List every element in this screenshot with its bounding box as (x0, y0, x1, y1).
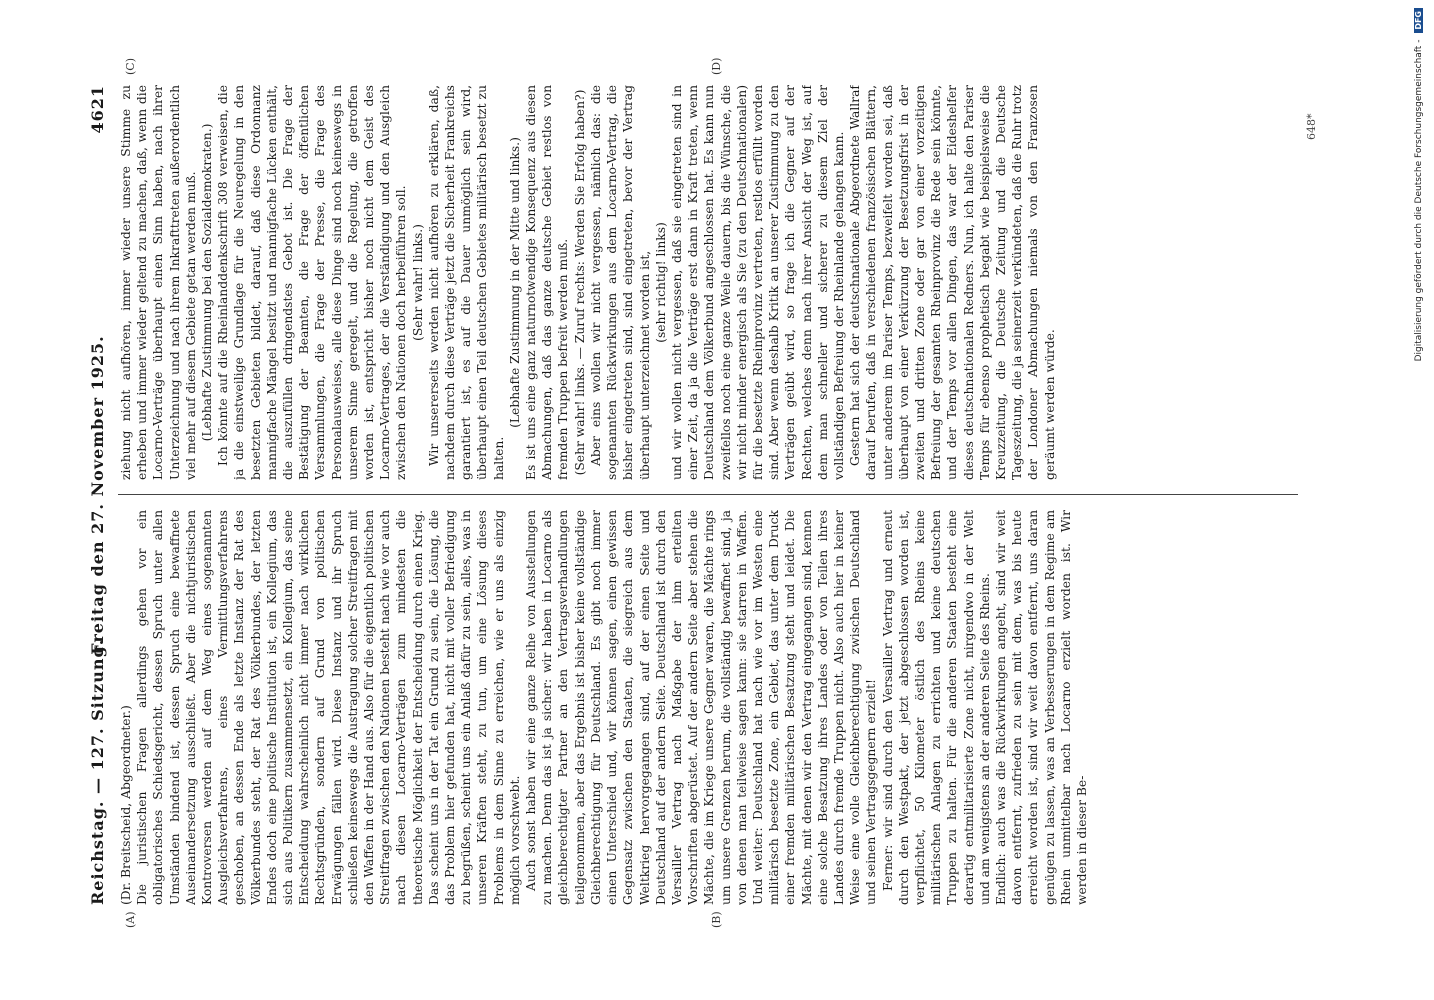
paragraph: (Lebhafte Zustimmung bei den Sozialdemokraten.) (200, 123, 215, 442)
column-divider (118, 494, 1298, 495)
paragraph: (Sehr wahr! links.) (410, 224, 425, 341)
paragraph: Es ist uns eine ganz naturnotwendige Konsequenz aus diesen Abmachungen, daß das ganze deutsche Gebiet restlos von fremden Truppen befreit werden muß. (524, 85, 571, 480)
paragraph: (sehr richtig! links) (653, 222, 668, 343)
header-date: Freitag den 27. November 1925. (88, 335, 107, 655)
page-number: 4621 (88, 85, 107, 134)
paragraph: Ferner: wir sind durch den Versailler Vertrag und erneut durch den Westpakt, der jetzt abgeschlossen worden ist, verpflichtet, 50 Kilometer östlich des Rheins keine militärischen Anlagen zu errichten und keine deutschen Truppen zu halten. Für die anderen Staaten besteht eine derartig entmilitarisierte Zone nicht, nirgendwo in der Welt und am wenigstens an der anderen Seite des Rheins. (880, 510, 992, 905)
paragraph: (Dr. Breitscheid, Abgeordneter.) (119, 705, 133, 905)
paragraph: (Sehr wahr! links. — Zuruf rechts: Werden Sie Erfolg haben?) (572, 89, 587, 476)
header-left: Reichstag. — 127. Sitzung. (88, 638, 107, 905)
page-header (88, 85, 112, 905)
paragraph: ziehung nicht aufhören, immer wieder unsere Stimme zu erheben und immer wieder geltend zu machen, daß, wenn die Locarno-Verträge überhaupt einen Sinn haben, nach ihrer Unterzeichnung und nach ihrem Inkrafttreten außerordentlich viel mehr auf diesem Gebiete getan werden muß. (119, 85, 198, 480)
paragraph: Ich könnte auf die Rheinlanddenkschrift 308 verweisen, die ja die einstweilige Grundlage für die Neuregelung in den besetzten Gebieten bildet, darauf, daß diese Ordonnanz mannigfache Mängel besitzt und mannigfache Lücken enthält, die auszufüllen dringendstes Gebot ist. Die Frage der Bestätigung der Beamten, die Frage der öffentlichen Versammlungen, die Frage der Presse, die Frage des Personalausweises, alle diese Dinge sind noch keineswegs in unserem Sinne geregelt, und die Regelung, die getroffen worden ist, entspricht bisher noch nicht dem Geist des Locarno-Vertrages, der die Verständigung und den Ausgleich zwischen den Nationen doch herbeiführen soll. (216, 85, 409, 480)
paragraph: Wir unsererseits werden nicht aufhören zu erklären, daß, nachdem durch diese Verträge jetzt die Sicherheit Frankreichs garantiert ist, es auf die Dauer unmöglich sein wird, überhaupt einen Teil deutschen Gebietes militärisch besetzt zu halten. (426, 85, 506, 480)
paragraph: Endlich: auch was die Rückwirkungen angeht, sind wir weit davon entfernt, zufrieden zu sein mit dem, was bis heute erreicht worden ist, sind wir weit davon entfernt, uns daran genügen zu lassen, was an Verbesserungen in dem Regime am Rhein unmittelbar nach Locarno erzielt worden ist. Wir werden in dieser Be- (993, 510, 1089, 905)
text-column-right (118, 85, 1298, 480)
digitization-note (1412, 0, 1434, 1000)
paragraph: Gestern hat sich der deutschnationale Abgeordnete Wallraf darauf berufen, daß in verschiedenen französischen Blättern, unter anderem im Pariser Temps, bezweifelt worden sei, daß überhaupt von einer Verkürzung der Besetzungsfrist in der zweiten und dritten Zone oder gar von einer vorzeitigen Befreiung der gesamten Rheinprovinz die Rede sein könnte, und der Temps vor allen Dingen, das war der Eideshelfer dieses deutschnationalen Redners. Nun, ich halte den Pariser Temps für ebenso prophetisch begabt wie beispielsweise die Kreuzzeitung, die Deutsche Zeitung und die Deutsche Tageszeitung, die ja seinerzeit verkündeten, daß die Ruhr trotz der Londoner Abmachungen niemals von den Franzosen geräumt werden würde. (848, 85, 1057, 480)
marker-c: (C) (124, 58, 137, 75)
text-column-left (118, 510, 1298, 905)
paragraph: Aber eins wollen wir nicht vergessen, nämlich das: die sogenannten Rückwirkungen aus dem Locarno-Vertrag, die bisher eingetreten sind, sind eingetreten, bevor der Vertrag überhaupt unterzeichnet worden ist, (588, 85, 652, 480)
paragraph: Auch sonst haben wir eine ganze Reihe von Ausstellungen zu machen. Denn das ist ja sicher: wir haben in Locarno als gleichberechtigter Partner an den Vertragsverhandlungen teilgenommen, aber das Ergebnis ist bisher keine vollständige Gleichberechtigung für Deutschland. Es gibt noch immer einen Unterschied und, wir können sagen, einen gewissen Gegensatz zwischen den Staaten, die siegreich aus dem Weltkrieg hervorgegangen sind, auf der einen Seite und Deutschland auf der andern Seite. Deutschland ist durch den Versailler Vertrag nach Maßgabe der ihm erteilten Vorschriften abgerüstet. Auf der andern Seite aber stehen die Mächte, die im Kriege unsere Gegner waren, die Mächte rings um unsere Grenzen herum, die vollständig bewaffnet sind, ja von denen man teilweise sagen kann: sie starren in Waffen. Und weiter: Deutschland hat nach wie vor im Westen eine militärisch besetzte Zone, ein Gebiet, das unter dem Druck einer fremden militärischen Besatzung steht und leidet. Die Mächte, mit denen wir den Vertrag eingegangen sind, kennen eine solche Besatzung ihres Landes oder von Teilen ihres Landes durch fremde Truppen nicht. Also auch hier in keiner Weise eine volle Gleichberechtigung zwischen Deutschland und seinen Vertragsgegnern erzielt! (524, 510, 879, 905)
paragraph: und wir wollen nicht vergessen, daß sie eingetreten sind in einer Zeit, da ja die Verträge erst dann in Kraft treten, wenn Deutschland dem Völkerbund angeschlossen hat. Es kann nun zweifellos noch eine ganze Weile dauern, bis die Wünsche, die wir nicht minder energisch als Sie (zu den Deutschnationalen) für die besetzte Rheinprovinz vertreten, restlos erfüllt worden sind. Aber wenn deshalb Kritik an unserer Zustimmung zu den Verträgen geübt wird, so frage ich die Gegner auf der Rechten, welches denn nach ihrer Ansicht der Weg ist, auf dem man schneller und sicherer zu diesem Ziel der vollständigen Befreiung der Rheinlande gelangen kann. (669, 85, 846, 480)
footer-signature: 648* (1305, 113, 1318, 140)
paragraph: (Lebhafte Zustimmung in der Mitte und links.) (507, 137, 522, 428)
marker-b: (B) (710, 911, 723, 928)
digitization-text: Digitalisierung gefördert durch die Deutsche Forschungsgemeinschaft - (1414, 39, 1424, 362)
marker-d: (D) (710, 57, 723, 75)
dfg-logo: DFG (1414, 8, 1423, 33)
marker-a: (A) (124, 911, 137, 928)
paragraph: Die juristischen Fragen allerdings gehen vor ein obligatorisches Schiedsgericht, dessen Spruch unter allen Umständen bindend ist, dessen Spruch eine bewaffnete Auseinandersetzung ausschließt. Aber die nichtjuristischen Kontroversen werden auf dem Weg eines sogenannten Ausgleichsverfahrens, eines Vermittlungsverfahrens geschoben, an dessen Ende als letzte Instanz der Rat des Völkerbundes steht, der Rat des Völkerbundes, der letzten Endes doch eine politische Institution ist, ein Kollegium, das sich aus Politikern zusammensetzt, ein Kollegium, das seine Entscheidung wahrscheinlich nicht immer nach wirklichen Rechtsgründen, sondern auf Grund von politischen Erwägungen fällen wird. Diese Instanz und ihr Spruch schließen keineswegs die Austragung solcher Streitfragen mit den Waffen in der Hand aus. Also für die eigentlich politischen Streitfragen zwischen den Nationen besteht nach wie vor auch nach diesen Locarno-Verträgen zum mindesten die theoretische Möglichkeit der Entscheidung durch einen Krieg. Das scheint uns in der Tat ein Grund zu sein, die Lösung, die das Problem hier gefunden hat, nicht mit voller Befriedigung zu begrüßen, scheint uns ein Anlaß dafür zu sein, alles, was in unseren Kräften steht, zu tun, um eine Lösung dieses Problems in dem Sinne zu erreichen, wie er uns als einzig möglich vorschwebt. (135, 510, 522, 905)
